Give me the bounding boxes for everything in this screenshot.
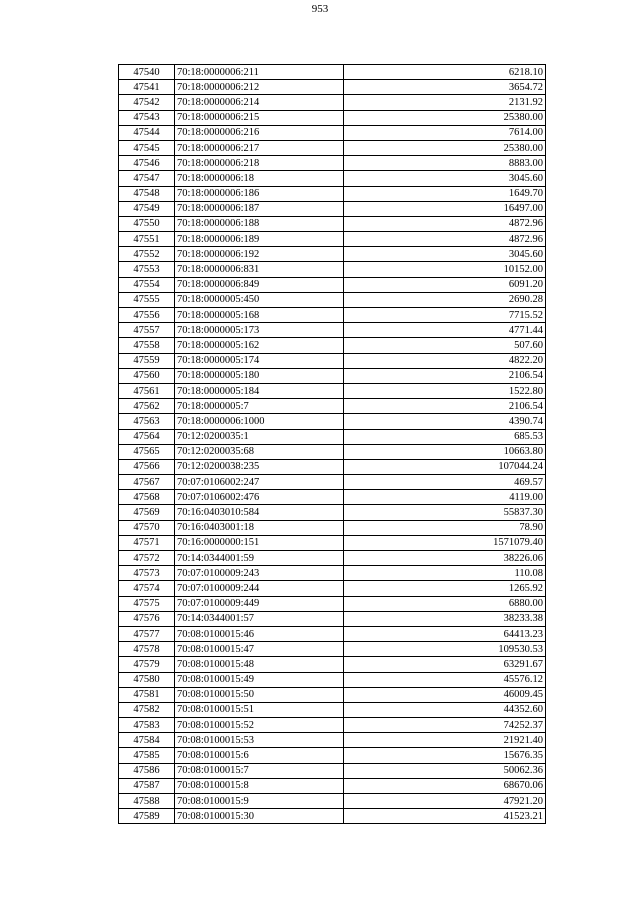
cadastral-number-cell: 70:18:0000006:188 xyxy=(175,216,344,231)
value-cell: 74252.37 xyxy=(344,718,546,733)
row-number-cell: 47588 xyxy=(119,794,175,809)
row-number-cell: 47573 xyxy=(119,566,175,581)
row-number-cell: 47544 xyxy=(119,125,175,140)
value-cell: 3654.72 xyxy=(344,80,546,95)
table-row xyxy=(119,809,546,824)
table-row xyxy=(119,399,546,414)
row-number-cell: 47583 xyxy=(119,718,175,733)
cadastral-number-cell: 70:18:0000005:168 xyxy=(175,308,344,323)
row-number-cell: 47568 xyxy=(119,490,175,505)
value-cell: 64413.23 xyxy=(344,626,546,641)
cadastral-number-cell: 70:12:0200035:1 xyxy=(175,429,344,444)
table-row xyxy=(119,520,546,535)
table-row xyxy=(119,459,546,474)
value-cell: 10152.00 xyxy=(344,262,546,277)
cadastral-number-cell: 70:16:0403010:584 xyxy=(175,505,344,520)
table-row xyxy=(119,626,546,641)
row-number-cell: 47540 xyxy=(119,65,175,80)
table-row xyxy=(119,186,546,201)
row-number-cell: 47546 xyxy=(119,156,175,171)
row-number-cell: 47549 xyxy=(119,201,175,216)
value-cell: 6880.00 xyxy=(344,596,546,611)
value-cell: 2106.54 xyxy=(344,399,546,414)
value-cell: 2690.28 xyxy=(344,292,546,307)
value-cell: 10663.80 xyxy=(344,444,546,459)
row-number-cell: 47582 xyxy=(119,702,175,717)
row-number-cell: 47548 xyxy=(119,186,175,201)
value-cell: 8883.00 xyxy=(344,156,546,171)
row-number-cell: 47556 xyxy=(119,308,175,323)
cadastral-number-cell: 70:16:0000000:151 xyxy=(175,535,344,550)
cadastral-number-cell: 70:14:0344001:59 xyxy=(175,551,344,566)
value-cell: 1571079.40 xyxy=(344,535,546,550)
value-cell: 1649.70 xyxy=(344,186,546,201)
table-row xyxy=(119,611,546,626)
cadastral-number-cell: 70:12:0200035:68 xyxy=(175,444,344,459)
row-number-cell: 47550 xyxy=(119,216,175,231)
value-cell: 2106.54 xyxy=(344,368,546,383)
table-row xyxy=(119,247,546,262)
table-row xyxy=(119,65,546,80)
value-cell: 16497.00 xyxy=(344,201,546,216)
table-row xyxy=(119,156,546,171)
row-number-cell: 47541 xyxy=(119,80,175,95)
cadastral-number-cell: 70:07:0100009:449 xyxy=(175,596,344,611)
row-number-cell: 47587 xyxy=(119,778,175,793)
value-cell: 78.90 xyxy=(344,520,546,535)
cadastral-number-cell: 70:18:0000006:214 xyxy=(175,95,344,110)
row-number-cell: 47542 xyxy=(119,95,175,110)
cadastral-number-cell: 70:07:0100009:244 xyxy=(175,581,344,596)
table-row xyxy=(119,444,546,459)
value-cell: 685.53 xyxy=(344,429,546,444)
value-cell: 25380.00 xyxy=(344,140,546,155)
row-number-cell: 47552 xyxy=(119,247,175,262)
registry-table-body xyxy=(119,65,546,824)
row-number-cell: 47579 xyxy=(119,657,175,672)
table-row xyxy=(119,763,546,778)
row-number-cell: 47543 xyxy=(119,110,175,125)
table-row xyxy=(119,368,546,383)
row-number-cell: 47563 xyxy=(119,414,175,429)
table-row xyxy=(119,80,546,95)
table-row xyxy=(119,596,546,611)
row-number-cell: 47569 xyxy=(119,505,175,520)
table-row xyxy=(119,95,546,110)
row-number-cell: 47551 xyxy=(119,232,175,247)
row-number-cell: 47566 xyxy=(119,459,175,474)
row-number-cell: 47581 xyxy=(119,687,175,702)
table-row xyxy=(119,201,546,216)
value-cell: 41523.21 xyxy=(344,809,546,824)
value-cell: 38233.38 xyxy=(344,611,546,626)
row-number-cell: 47571 xyxy=(119,535,175,550)
table-row xyxy=(119,581,546,596)
row-number-cell: 47558 xyxy=(119,338,175,353)
row-number-cell: 47576 xyxy=(119,611,175,626)
value-cell: 44352.60 xyxy=(344,702,546,717)
table-row xyxy=(119,140,546,155)
table-row xyxy=(119,323,546,338)
cadastral-number-cell: 70:18:0000006:1000 xyxy=(175,414,344,429)
row-number-cell: 47564 xyxy=(119,429,175,444)
table-row xyxy=(119,125,546,140)
cadastral-number-cell: 70:18:0000005:162 xyxy=(175,338,344,353)
value-cell: 45576.12 xyxy=(344,672,546,687)
value-cell: 469.57 xyxy=(344,475,546,490)
value-cell: 46009.45 xyxy=(344,687,546,702)
table-row xyxy=(119,475,546,490)
cadastral-number-cell: 70:08:0100015:6 xyxy=(175,748,344,763)
cadastral-number-cell: 70:08:0100015:47 xyxy=(175,642,344,657)
cadastral-number-cell: 70:07:0100009:243 xyxy=(175,566,344,581)
row-number-cell: 47567 xyxy=(119,475,175,490)
value-cell: 68670.06 xyxy=(344,778,546,793)
value-cell: 63291.67 xyxy=(344,657,546,672)
cadastral-number-cell: 70:18:0000006:187 xyxy=(175,201,344,216)
value-cell: 4872.96 xyxy=(344,232,546,247)
value-cell: 7614.00 xyxy=(344,125,546,140)
row-number-cell: 47589 xyxy=(119,809,175,824)
row-number-cell: 47586 xyxy=(119,763,175,778)
cadastral-number-cell: 70:18:0000006:211 xyxy=(175,65,344,80)
cadastral-number-cell: 70:08:0100015:48 xyxy=(175,657,344,672)
table-row xyxy=(119,110,546,125)
cadastral-number-cell: 70:14:0344001:57 xyxy=(175,611,344,626)
table-row xyxy=(119,794,546,809)
value-cell: 107044.24 xyxy=(344,459,546,474)
table-row xyxy=(119,642,546,657)
table-row xyxy=(119,383,546,398)
row-number-cell: 47554 xyxy=(119,277,175,292)
table-row xyxy=(119,657,546,672)
cadastral-number-cell: 70:18:0000006:831 xyxy=(175,262,344,277)
table-row xyxy=(119,672,546,687)
cadastral-number-cell: 70:08:0100015:49 xyxy=(175,672,344,687)
row-number-cell: 47565 xyxy=(119,444,175,459)
value-cell: 25380.00 xyxy=(344,110,546,125)
row-number-cell: 47547 xyxy=(119,171,175,186)
table-row xyxy=(119,702,546,717)
table-row xyxy=(119,308,546,323)
table-row xyxy=(119,429,546,444)
value-cell: 110.08 xyxy=(344,566,546,581)
value-cell: 15676.35 xyxy=(344,748,546,763)
cadastral-number-cell: 70:07:0106002:247 xyxy=(175,475,344,490)
cadastral-number-cell: 70:08:0100015:46 xyxy=(175,626,344,641)
cadastral-number-cell: 70:16:0403001:18 xyxy=(175,520,344,535)
table-row xyxy=(119,277,546,292)
table-row xyxy=(119,338,546,353)
value-cell: 4390.74 xyxy=(344,414,546,429)
cadastral-number-cell: 70:18:0000006:18 xyxy=(175,171,344,186)
cadastral-number-cell: 70:18:0000005:7 xyxy=(175,399,344,414)
value-cell: 1522.80 xyxy=(344,383,546,398)
row-number-cell: 47545 xyxy=(119,140,175,155)
table-row xyxy=(119,748,546,763)
value-cell: 6218.10 xyxy=(344,65,546,80)
registry-table xyxy=(118,64,546,824)
value-cell: 3045.60 xyxy=(344,171,546,186)
table-row xyxy=(119,216,546,231)
cadastral-number-cell: 70:08:0100015:8 xyxy=(175,778,344,793)
row-number-cell: 47560 xyxy=(119,368,175,383)
cadastral-number-cell: 70:18:0000005:174 xyxy=(175,353,344,368)
value-cell: 4771.44 xyxy=(344,323,546,338)
row-number-cell: 47585 xyxy=(119,748,175,763)
row-number-cell: 47557 xyxy=(119,323,175,338)
row-number-cell: 47553 xyxy=(119,262,175,277)
cadastral-number-cell: 70:08:0100015:9 xyxy=(175,794,344,809)
cadastral-number-cell: 70:08:0100015:51 xyxy=(175,702,344,717)
value-cell: 21921.40 xyxy=(344,733,546,748)
cadastral-number-cell: 70:18:0000006:212 xyxy=(175,80,344,95)
value-cell: 4872.96 xyxy=(344,216,546,231)
cadastral-number-cell: 70:08:0100015:53 xyxy=(175,733,344,748)
table-row xyxy=(119,566,546,581)
cadastral-number-cell: 70:08:0100015:30 xyxy=(175,809,344,824)
table-row xyxy=(119,551,546,566)
value-cell: 55837.30 xyxy=(344,505,546,520)
row-number-cell: 47562 xyxy=(119,399,175,414)
value-cell: 1265.92 xyxy=(344,581,546,596)
value-cell: 3045.60 xyxy=(344,247,546,262)
value-cell: 47921.20 xyxy=(344,794,546,809)
value-cell: 4822.20 xyxy=(344,353,546,368)
row-number-cell: 47572 xyxy=(119,551,175,566)
table-row xyxy=(119,733,546,748)
cadastral-number-cell: 70:18:0000005:180 xyxy=(175,368,344,383)
table-row xyxy=(119,687,546,702)
row-number-cell: 47574 xyxy=(119,581,175,596)
cadastral-number-cell: 70:18:0000006:215 xyxy=(175,110,344,125)
table-row xyxy=(119,232,546,247)
cadastral-number-cell: 70:18:0000006:218 xyxy=(175,156,344,171)
cadastral-number-cell: 70:07:0106002:476 xyxy=(175,490,344,505)
value-cell: 4119.00 xyxy=(344,490,546,505)
cadastral-number-cell: 70:08:0100015:7 xyxy=(175,763,344,778)
value-cell: 109530.53 xyxy=(344,642,546,657)
row-number-cell: 47584 xyxy=(119,733,175,748)
row-number-cell: 47555 xyxy=(119,292,175,307)
value-cell: 38226.06 xyxy=(344,551,546,566)
value-cell: 50062.36 xyxy=(344,763,546,778)
table-row xyxy=(119,292,546,307)
row-number-cell: 47561 xyxy=(119,383,175,398)
cadastral-number-cell: 70:18:0000006:192 xyxy=(175,247,344,262)
value-cell: 6091.20 xyxy=(344,277,546,292)
table-row xyxy=(119,171,546,186)
row-number-cell: 47570 xyxy=(119,520,175,535)
table-row xyxy=(119,353,546,368)
cadastral-number-cell: 70:18:0000006:217 xyxy=(175,140,344,155)
row-number-cell: 47580 xyxy=(119,672,175,687)
value-cell: 507.60 xyxy=(344,338,546,353)
table-row xyxy=(119,262,546,277)
table-row xyxy=(119,778,546,793)
row-number-cell: 47578 xyxy=(119,642,175,657)
table-row xyxy=(119,535,546,550)
cadastral-number-cell: 70:18:0000005:450 xyxy=(175,292,344,307)
row-number-cell: 47559 xyxy=(119,353,175,368)
table-row xyxy=(119,718,546,733)
page-number: 953 xyxy=(311,3,329,15)
value-cell: 2131.92 xyxy=(344,95,546,110)
cadastral-number-cell: 70:12:0200038:235 xyxy=(175,459,344,474)
cadastral-number-cell: 70:18:0000006:186 xyxy=(175,186,344,201)
table-row xyxy=(119,505,546,520)
cadastral-number-cell: 70:18:0000006:849 xyxy=(175,277,344,292)
cadastral-number-cell: 70:18:0000006:216 xyxy=(175,125,344,140)
cadastral-number-cell: 70:18:0000005:173 xyxy=(175,323,344,338)
table-row xyxy=(119,414,546,429)
cadastral-number-cell: 70:08:0100015:50 xyxy=(175,687,344,702)
cadastral-number-cell: 70:18:0000006:189 xyxy=(175,232,344,247)
cadastral-number-cell: 70:08:0100015:52 xyxy=(175,718,344,733)
value-cell: 7715.52 xyxy=(344,308,546,323)
cadastral-number-cell: 70:18:0000005:184 xyxy=(175,383,344,398)
row-number-cell: 47577 xyxy=(119,626,175,641)
row-number-cell: 47575 xyxy=(119,596,175,611)
table-row xyxy=(119,490,546,505)
